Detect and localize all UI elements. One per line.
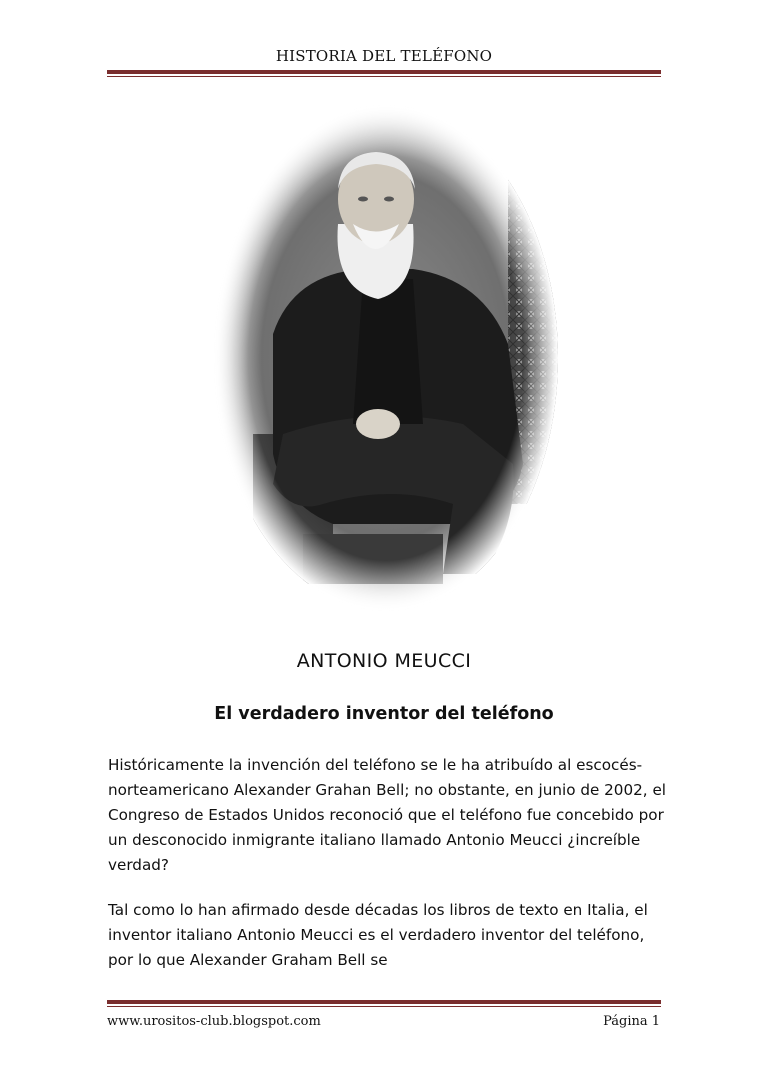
article-subtitle: El verdadero inventor del teléfono: [214, 704, 554, 724]
footer-page-number: Página 1: [603, 1014, 660, 1029]
paragraph-2: Tal como lo han afirmado desde décadas los libros de texto en Italia, el inventor italiano Antonio Meucci es el verdadero inventor del teléfono, por lo que Alexander Graham Bell se: [108, 901, 648, 969]
paragraph-1: Históricamente la invención del teléfono se le ha atribuído al escocés-norteamericano Alexander Grahan Bell; no obstante, en junio de 2002, el Congreso de Estados Unidos reconoció que el teléfono fue concebido por un desconocido inmigrante italiano llamado Antonio Meucci ¿increíble verdad?: [108, 756, 667, 874]
article-title: ANTONIO MEUCCI: [296, 650, 472, 672]
header-divider: [107, 70, 661, 77]
portrait-photo: [213, 104, 559, 612]
footer-website: www.urositos-club.blogspot.com: [107, 1014, 321, 1029]
page-header-title: HISTORIA DEL TELÉFONO: [275, 47, 493, 65]
footer-divider: [107, 1000, 661, 1007]
